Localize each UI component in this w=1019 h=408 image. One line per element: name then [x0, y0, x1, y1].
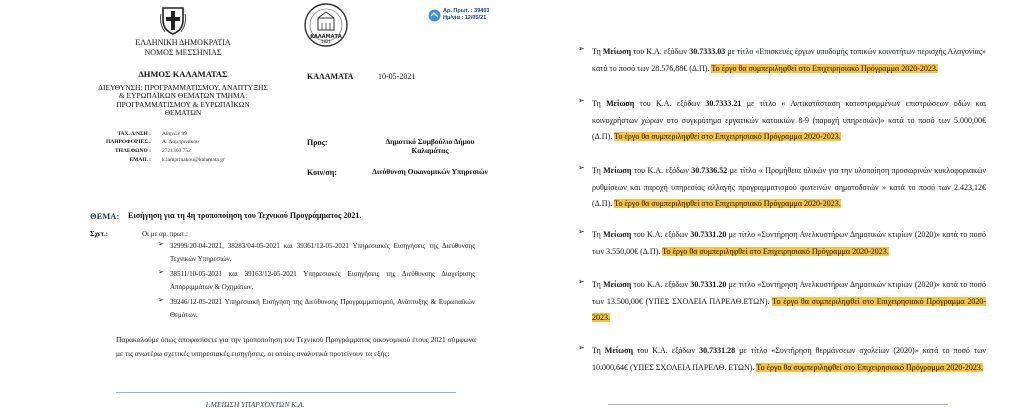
arrow-bullet-icon: ➢	[158, 268, 164, 276]
related-intro: Οι με αρ. πρωτ.:	[142, 230, 188, 238]
arrow-bullet-icon: ➢	[578, 277, 585, 286]
stamp-logo-icon	[428, 9, 441, 22]
reduction-item: Τη Μείωση του Κ.Α. εξόδων 30.7331.20 με τίτλο «Συντήρηση Ανελκυστήρων Δημοτικών κτιρίων (2020)» κατά το ποσό των 13.500,00€ (ΥΠΕΣ ΣΧΟΛΕΙΑ ΠΑΡΕΑΘ.ΕΤΩΝ). Το έργο θα συμπεριληφθεί στο Επιχειρησιακό Πρόγραμμα 2020-2023.	[592, 280, 986, 322]
svg-text:ΚΑΛΑΜΑΤΑ: ΚΑΛΑΜΑΤΑ	[310, 34, 342, 40]
body-paragraph: Παρακαλούμε όπως αποφασίσετε για την τροποποίηση του Τεχνικού Προγράμματος οικονομικού έτους 2021 σύμφωνα με τις ανωτέρω σχετικές υπηρεσιακές εισηγήσεις, οι οποίες αναλυτικά προτείνουν τα εξής:	[116, 335, 476, 358]
arrow-bullet-icon: ➢	[158, 240, 164, 248]
highlight-note: Το έργο θα συμπεριληφθεί στο Επιχειρησιακό Πρόγραμμα 2020-2023.	[614, 199, 841, 208]
arrow-bullet-icon: ➢	[578, 44, 585, 53]
subject-text: Εισήγηση για τη 4η τροποποίηση του Τεχνικού Προγράμματος 2021.	[128, 211, 362, 220]
document-page-left	[0, 0, 505, 408]
subject-label: ΘΕΜΑ:	[90, 211, 120, 221]
document-page-right	[560, 0, 1019, 408]
reduction-item: Τη Μείωση του Κ.Α. εξόδων 30.7333.03 με τίτλο «Επισκευές έργων υποδομής τοπικών κοινοτήτων περιοχής Αλαγονίας» κατά το ποσό των 28.576,88€ (Δ.Π). Το έργο θα συμπεριληφθεί στο Επιχειρησιακό Πρόγραμμα 2020-2023.	[592, 47, 986, 73]
contact-label: ΤΑΧ. Δ/ΝΣΗ :	[117, 131, 151, 137]
cc-label: Κοιν/ση:	[307, 168, 337, 177]
related-item: 39246/12-05-2021 Υπηρεσιακή Εισήγηση της Διεύθυνσης Προγραμματισμού, Ανάπτυξης & Ευρωπαϊκών Θεμάτων.	[170, 298, 475, 319]
highlight-note: Το έργο θα συμπεριληφθεί στο Επιχειρησιακό Πρόγραμμα 2020-2023.	[592, 296, 986, 322]
arrow-bullet-icon: ➢	[578, 343, 585, 352]
city-name: ΚΑΛΑΜΑΤΑ	[307, 72, 354, 81]
arrow-bullet-icon: ➢	[578, 96, 585, 105]
country-name: ΕΛΛΗΝΙΚΗ ΔΗΜΟΚΡΑΤΙΑ	[135, 38, 231, 47]
highlight-note: Το έργο θα συμπεριληφθεί στο Επιχειρησιακό Πρόγραμμα 2020-2023.	[614, 132, 841, 141]
to-label: Προς:	[307, 138, 328, 147]
reduction-item: Τη Μείωση του Κ.Α. εξόδων 30.7336.52 με τίτλο « Προμήθεια υλικών για την υλοποίηση προσωρινών κυκλοφοριακών ρυθμίσεων και παροχή υπηρεσίας αλλαγής προγραμματισμού φωτεινών σηματοδοτών » κατά το ποσό των 2.423,12€ (Δ.Π). Το έργο θα συμπεριληφθεί στο Επιχειρησιακό Πρόγραμμα 2020-2023.	[592, 166, 987, 208]
related-label: Σχετ.:	[90, 230, 109, 238]
protocol-stamp	[428, 8, 505, 28]
contact-label: ΤΗΛΕΦΩΝΟ :	[115, 148, 151, 154]
contact-value: Αθηνών 99	[162, 131, 187, 137]
reduction-item: Τη Μείωση του Κ.Α. εξόδων 30.7331.28 με τίτλο «Συντήρηση θερμάνσεων σχολείων (2020)» κατά το ποσό των 10.000,64€ (ΥΠΕΣ ΣΧΟΛΕΙΑ ΠΑΡΕΛΘ. ΕΤΩΝ). Το έργο θα συμπεριληφθεί στο Επιχειρησιακό Πρόγραμμα 2020-2023.	[592, 346, 986, 372]
section-divider	[608, 404, 948, 405]
municipality-seal-icon	[303, 2, 349, 48]
cc-recipient: Διεύθυνση Οικονομικών Υπηρεσιών	[372, 167, 488, 176]
arrow-bullet-icon: ➢	[578, 227, 585, 236]
to-recipient: Δημοτικό Συμβούλιο Δήμου Καλαμάτας	[385, 137, 475, 155]
stamp-protocol-number: Αρ. Πρωτ. : 39403	[443, 8, 490, 14]
highlight-note: Το έργο θα συμπεριληφθεί στο Επιχειρησιακό Πρόγραμμα 2020-2023.	[756, 362, 983, 372]
reduction-item: Τη Μείωση του Κ.Α. εξόδων 30.7333.21 με τίτλο « Αντικατάσταση κατεστραμμένων επιστρώσεων οδών και κοινοχρήστων χώρων στο συγκρότημα εργατικών κατοικιών 8-9 (παροχή υπηρεσιών)» κατά το ποσό των 5.000,00€ (Δ.Π). Το έργο θα συμπεριληφθεί στο Επιχειρησιακό Πρόγραμμα 2020-2023.	[592, 99, 986, 141]
contact-value: 2721360 752	[162, 148, 191, 154]
prefecture-name: ΝΟΜΟΣ ΜΕΣΣΗΝΙΑΣ	[144, 48, 222, 57]
stamp-date: Ημ/νία : 12/05/21	[443, 15, 487, 21]
state-emblem-icon	[159, 6, 187, 36]
highlight-note: Το έργο θα συμπεριληφθεί στο Επιχειρησιακό Πρόγραμμα 2020-2023.	[662, 246, 889, 256]
related-item: 38511/10-05-2021 και 39163/12-05-2021 Υπηρεσιακές Εισηγήσεις της Διεύθυνσης Διαχείρισης Απορριμμάτων & Οχημάτων,	[170, 270, 475, 291]
section-title: 1.ΜΕΙΩΣΗ ΥΠΑΡΧΟΝΤΩΝ Κ.Α.	[205, 400, 305, 408]
reduction-item: Τη Μείωση του Κ.Α. εξόδων 30.7331.20 με τίτλο «Συντήρηση Ανελκυστήρων Δημοτικών κτιρίων (2020)» κατά το ποσό των 3.550,00€ (Δ.Π). Το έργο θα συμπεριληφθεί στο Επιχειρησιακό Πρόγραμμα 2020-2023.	[592, 230, 986, 256]
svg-text:1821: 1821	[320, 39, 332, 44]
contact-email[interactable]: k.lamprinakou@kalamata.gr	[162, 157, 225, 163]
contact-label: EMAIL :	[129, 157, 151, 163]
contact-label: ΠΛΗΡΟΦΟΡΙΕΣ :	[106, 139, 151, 145]
directorate-name: ΔΙΕΥΘΥΝΣΗ: ΠΡΟΓΡΑΜΜΑΤΙΣΜΟΥ, ΑΝΑΠΤΥΞΗΣ & ΕΥΡΩΠΑΪΚΩΝ ΘΕΜΑΤΩΝ ΤΜΗΜΑ: ΠΡΟΓΡΑΜΜΑΤΙΣΜΟΥ & ΕΥΡΩΠΑΪΚΩΝ ΘΕΜΑΤΩΝ	[98, 83, 268, 117]
related-item: 32999/20-04-2021, 38283/04-05-2021 και 39361/12-05-2021 Υπηρεσιακές Εισηγήσεις της Διεύθυνσης Τεχνικών Υπηρεσιών,	[170, 242, 475, 263]
document-date: 10-05-2021	[378, 72, 416, 81]
arrow-bullet-icon: ➢	[158, 296, 164, 304]
arrow-bullet-icon: ➢	[578, 163, 585, 172]
section-divider	[116, 392, 456, 393]
contact-value: Α. Λαμπρινάκου	[162, 139, 199, 145]
highlight-note: Το έργο θα συμπεριληφθεί στο Επιχειρησιακό Πρόγραμμα 2020-2023.	[711, 63, 938, 73]
municipality-name: ΔΗΜΟΣ ΚΑΛΑΜΑΤΑΣ	[138, 69, 228, 79]
